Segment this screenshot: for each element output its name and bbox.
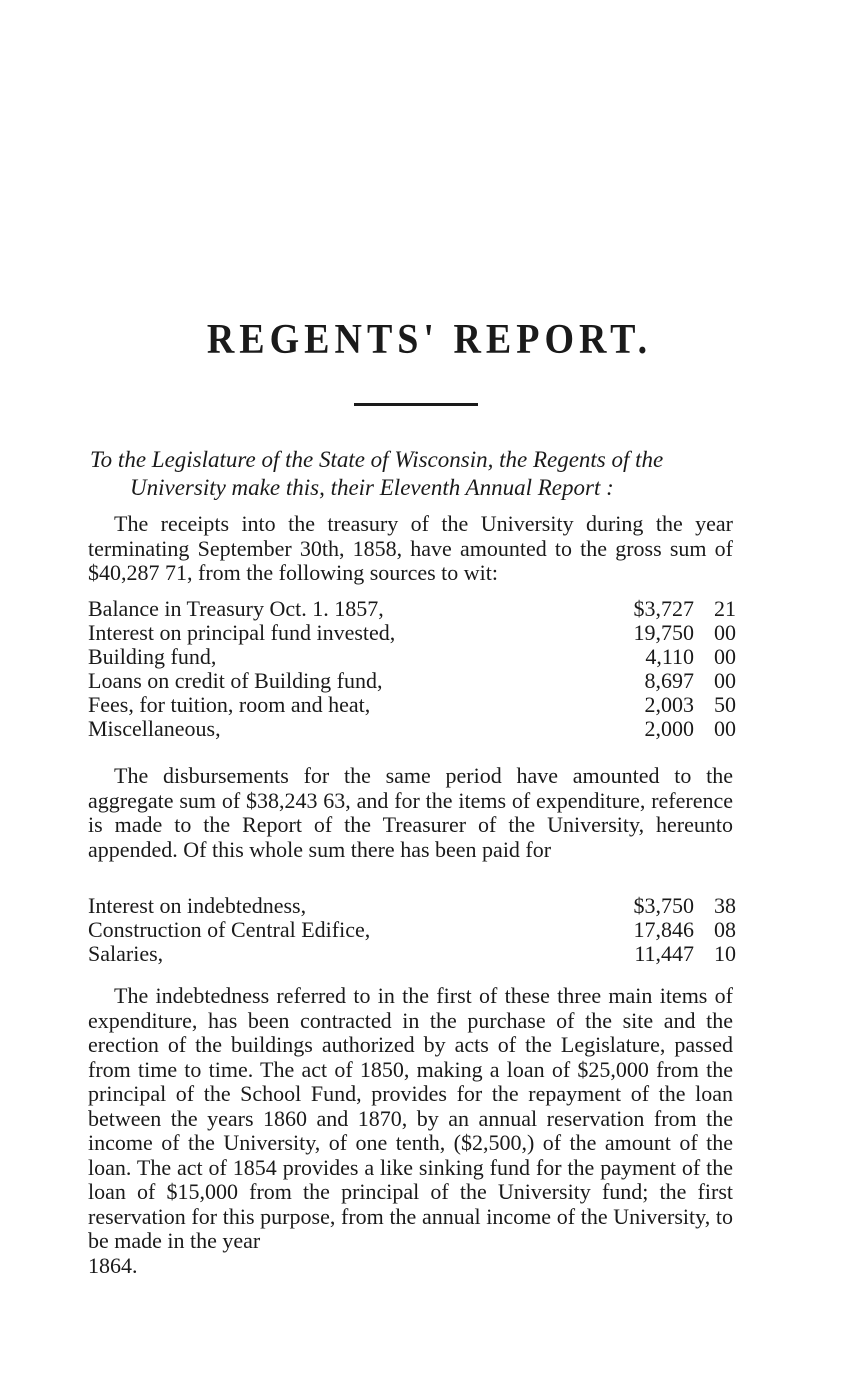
receipts-table [88, 597, 736, 741]
page-title: REGENTS' REPORT. [206, 316, 653, 364]
table-row [88, 669, 736, 693]
table-row [88, 621, 736, 645]
table-row [88, 717, 736, 741]
address-line-2: University make this, their Eleventh Annual Report : [130, 475, 614, 500]
receipt-dollars: 4,110 [645, 644, 694, 669]
address-line-1: To the Legislature of the State of Wisconsin, the Regents of the [90, 447, 664, 472]
receipt-label: Interest on principal fund invested, [88, 620, 396, 645]
receipt-dollars: 19,750 [633, 620, 694, 645]
receipt-cents: 00 [714, 620, 736, 645]
receipts-paragraph: The receipts into the treasury of the University during the year terminating September 30th, 1858, have amounted to the gross sum of $40,287 71, from the following sources to wit: [88, 511, 733, 585]
payment-cents: 08 [714, 917, 736, 942]
receipt-label: Building fund, [88, 644, 217, 669]
payment-dollars: 11,447 [634, 941, 694, 966]
address-salutation [90, 446, 740, 502]
payment-dollars: 17,846 [633, 917, 694, 942]
payment-cents: 38 [714, 893, 736, 918]
payments-table [88, 894, 736, 966]
receipt-label: Fees, for tuition, room and heat, [88, 692, 371, 717]
table-row [88, 918, 736, 942]
payment-label: Interest on indebtedness, [88, 893, 307, 918]
receipt-cents: 00 [714, 716, 736, 741]
table-row [88, 693, 736, 717]
receipt-cents: 21 [714, 596, 736, 621]
receipt-label: Balance in Treasury Oct. 1. 1857, [88, 596, 384, 621]
table-row [88, 645, 736, 669]
receipt-cents: 50 [714, 692, 736, 717]
payment-dollars: $3,750 [633, 893, 694, 918]
receipt-dollars: 8,697 [644, 668, 694, 693]
receipt-cents: 00 [714, 668, 736, 693]
receipt-label: Miscellaneous, [88, 716, 221, 741]
receipt-dollars: $3,727 [633, 596, 694, 621]
table-row [88, 894, 736, 918]
payment-cents: 10 [714, 941, 736, 966]
indebtedness-year: 1864. [88, 1252, 138, 1278]
disbursements-paragraph: The disbursements for the same period have amounted to the aggregate sum of $38,243 63, and for the items of expenditure, reference is made to the Report of the Treasurer of the University, hereunto appended. Of this whole sum there has been paid for [88, 763, 733, 862]
title-divider [354, 403, 478, 406]
indebtedness-paragraph [88, 984, 733, 1278]
receipt-cents: 00 [714, 644, 736, 669]
table-row [88, 597, 736, 621]
indebtedness-text: The indebtedness referred to in the first of these three main items of expenditure, has been contracted in the purchase of the site and the erection of the buildings authorized by acts of the Legislature, passed from time to time. The act of 1850, making a loan of $25,000 from the principal of the School Fund, provides for the repayment of the loan between the years 1860 and 1870, by an annual reservation from the income of the University, of one tenth, ($2,500,) of the amount of the loan. The act of 1854 provides a like sinking fund for the payment of the loan of $15,000 from the principal of the University fund; the first reservation for this purpose, from the annual income of the University, to be made in the year [88, 983, 733, 1253]
receipt-dollars: 2,003 [644, 692, 694, 717]
receipt-dollars: 2,000 [644, 716, 694, 741]
payment-label: Construction of Central Edifice, [88, 917, 371, 942]
payment-label: Salaries, [88, 941, 164, 966]
receipt-label: Loans on credit of Building fund, [88, 668, 383, 693]
table-row [88, 942, 736, 966]
